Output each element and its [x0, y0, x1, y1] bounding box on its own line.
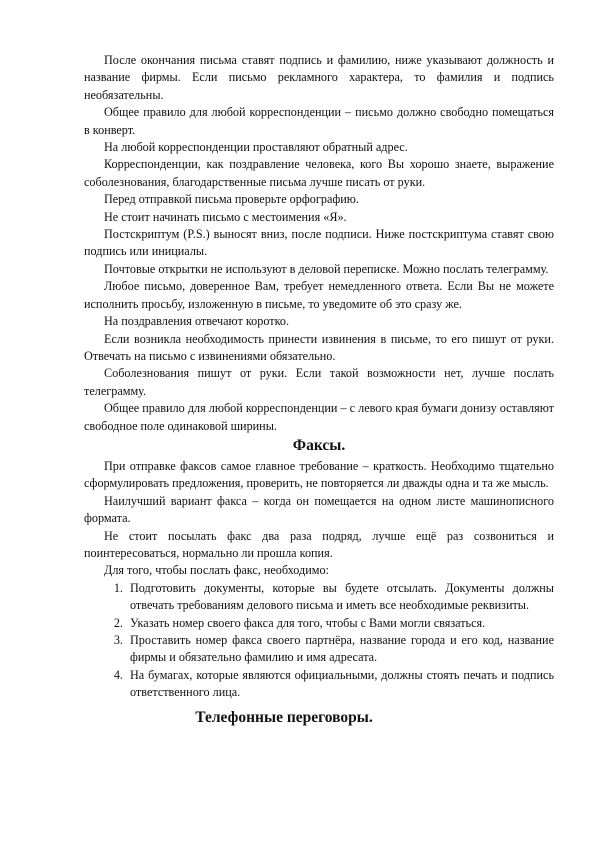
paragraph: При отправке факсов самое главное требование – краткость. Необходимо тщательно сформулировать предложения, проверить, не повторяется ли дважды одна и та же мысль. [84, 458, 554, 491]
section-heading-phone: Телефонные переговоры. [195, 708, 373, 726]
paragraph: Постскриптум (P.S.) выносят вниз, после подписи. Ниже постскриптума ставят свою подпись или инициалы. [84, 227, 554, 259]
list-item: 4. На бумагах, которые являются официальными, должны стоять печать и подпись ответственного лица. [126, 667, 554, 702]
paragraph: Соболезнования пишут от руки. Если такой возможности нет, лучше послать телеграмму. [84, 366, 554, 398]
paragraph: Если возникла необходимость принести извинения в письме, то его пишут от руки. Отвечать на письмо с извинениями обязательно. [84, 331, 554, 363]
list-item: 2. Указать номер своего факса для того, чтобы с Вами могли связаться. [126, 615, 554, 632]
paragraph: На любой корреспонденции проставляют обратный адрес. [104, 140, 408, 155]
paragraph: Не стоит начинать письмо с местоимения «Я». [104, 209, 347, 224]
paragraph: Перед отправкой письма проверьте орфографию. [104, 192, 359, 207]
paragraph: Общее правило для любой корреспонденции – письмо должно свободно помещаться в конверт. [84, 105, 554, 137]
fax-steps-list [84, 580, 554, 702]
document-page [84, 52, 554, 730]
paragraph: После окончания письма ставят подпись и фамилию, ниже указывают должность и название фирмы. Если письмо рекламного характера, то фамилия и подпись необязательны. [84, 53, 554, 102]
paragraph: Любое письмо, доверенное Вам, требует немедленного ответа. Если Вы не можете исполнить просьбу, изложенную в письме, то уведомите об это сразу же. [84, 279, 554, 311]
list-item: 3. Проставить номер факса своего партнёра, название города и его код, название фирмы и обязательно фамилию и имя адресата. [126, 632, 554, 667]
section-heading-fax: Факсы. [292, 436, 346, 454]
paragraph: Для того, чтобы послать факс, необходимо: [104, 563, 329, 578]
paragraph: Корреспонденции, как поздравление человека, кого Вы хорошо знаете, выражение соболезнования, благодарственные письма лучше писать от руки. [84, 157, 554, 189]
paragraph: Почтовые открытки не используют в деловой переписке. Можно послать телеграмму. [104, 261, 549, 276]
paragraph: На поздравления отвечают коротко. [104, 314, 290, 329]
paragraph: Общее правило для любой корреспонденции – с левого края бумаги донизу оставляют свободное поле одинаковой ширины. [84, 401, 554, 433]
paragraph: Наилучший вариант факса – когда он помещается на одном листе машинописного формата. [84, 493, 554, 526]
list-item: 1. Подготовить документы, которые вы будете отсылать. Документы должны отвечать требованиям делового письма и иметь все необходимые реквизиты. [126, 580, 554, 615]
paragraph: Не стоит посылать факс два раза подряд, лучше ещё раз созвониться и поинтересоваться, нормально ли прошла копия. [84, 528, 554, 560]
